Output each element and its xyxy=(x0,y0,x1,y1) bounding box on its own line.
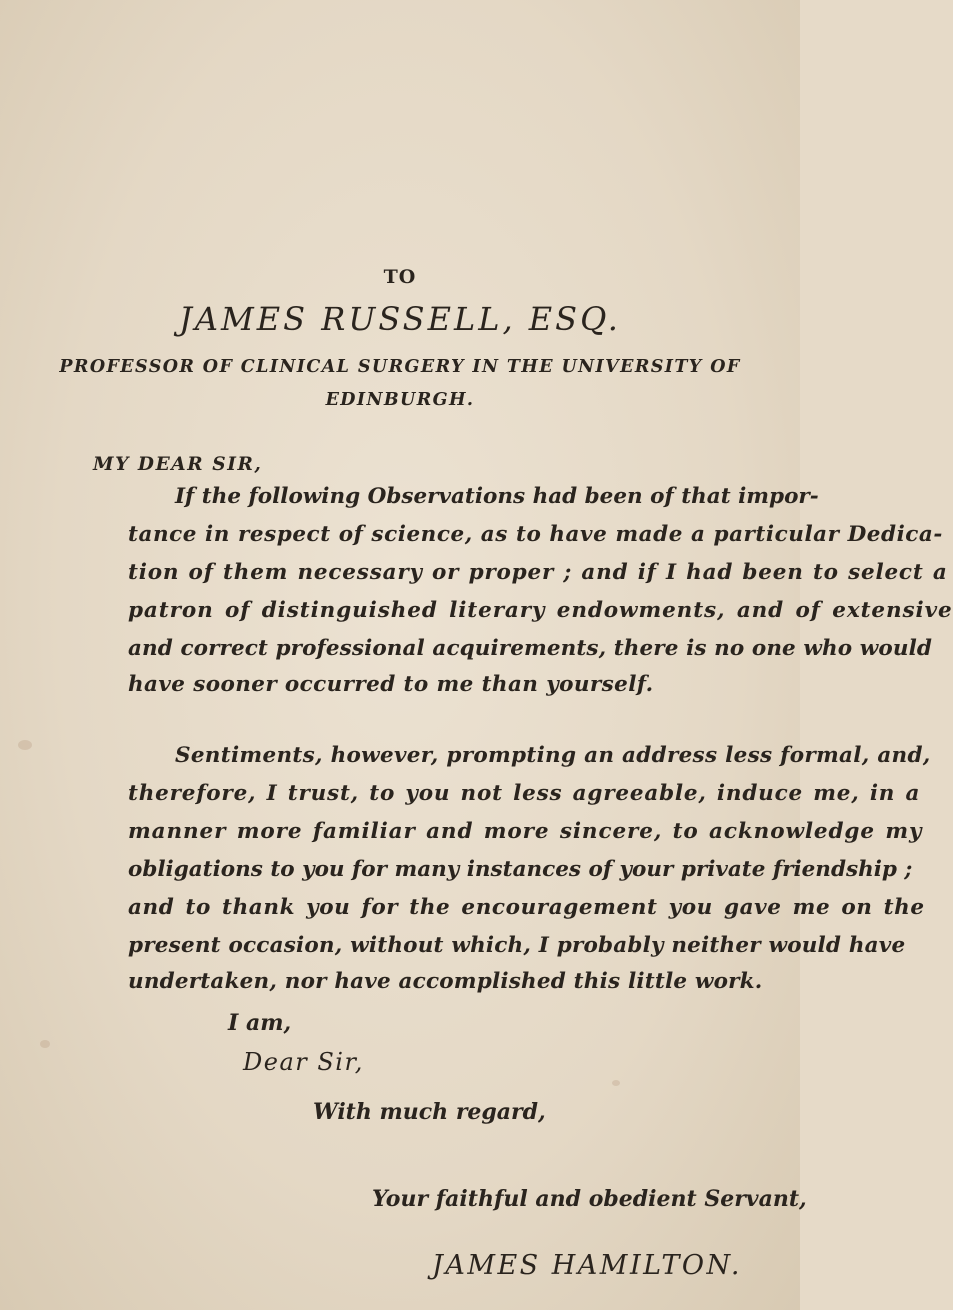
letter-salutation: MY DEAR SIR, xyxy=(93,454,263,475)
paragraph2-line: obligations to you for many instances of your private friendship ; xyxy=(128,857,913,882)
closing-regard: With much regard, xyxy=(313,1099,546,1125)
paragraph1-line: and correct professional acquirements, there is no one who would xyxy=(128,636,932,661)
dedicatee-title-line1: PROFESSOR OF CLINICAL SURGERY IN THE UNIVERSITY OF xyxy=(59,357,741,377)
paragraph2-line: Sentiments, however, prompting an address less formal, and, xyxy=(175,743,931,768)
paragraph2-line: therefore, I trust, to you not less agreeable, induce me, in a xyxy=(128,781,921,806)
paragraph1-line: patron of distinguished literary endowments, and of extensive xyxy=(128,598,953,623)
closing-i-am: I am, xyxy=(228,1010,292,1036)
paper-stain xyxy=(18,740,32,750)
paragraph1-line: tance in respect of science, as to have made a particular Dedica- xyxy=(128,522,943,547)
paragraph2-line: manner more familiar and more sincere, to acknowledge my xyxy=(128,819,923,844)
closing-dear-sir: Dear Sir, xyxy=(243,1048,364,1076)
dedicatee-name: JAMES RUSSELL, ESQ. xyxy=(179,300,621,338)
paper-stain xyxy=(612,1080,620,1086)
paragraph1-line: tion of them necessary or proper ; and if I had been to select a xyxy=(128,560,948,585)
paragraph2-line: present occasion, without which, I probably neither would have xyxy=(128,933,906,958)
paper-stain xyxy=(40,1040,50,1048)
signature: JAMES HAMILTON. xyxy=(432,1250,742,1281)
closing-servant: Your faithful and obedient Servant, xyxy=(372,1186,807,1212)
paragraph2-line: and to thank you for the encouragement you gave me on the xyxy=(128,895,925,920)
paragraph1-line: If the following Observations had been of that impor- xyxy=(175,484,819,509)
paragraph1-line: have sooner occurred to me than yourself. xyxy=(128,672,654,697)
dedication-to: TO xyxy=(383,266,417,288)
paragraph2-line: undertaken, nor have accomplished this little work. xyxy=(128,969,763,994)
dedicatee-title-line2: EDINBURGH. xyxy=(325,390,475,410)
